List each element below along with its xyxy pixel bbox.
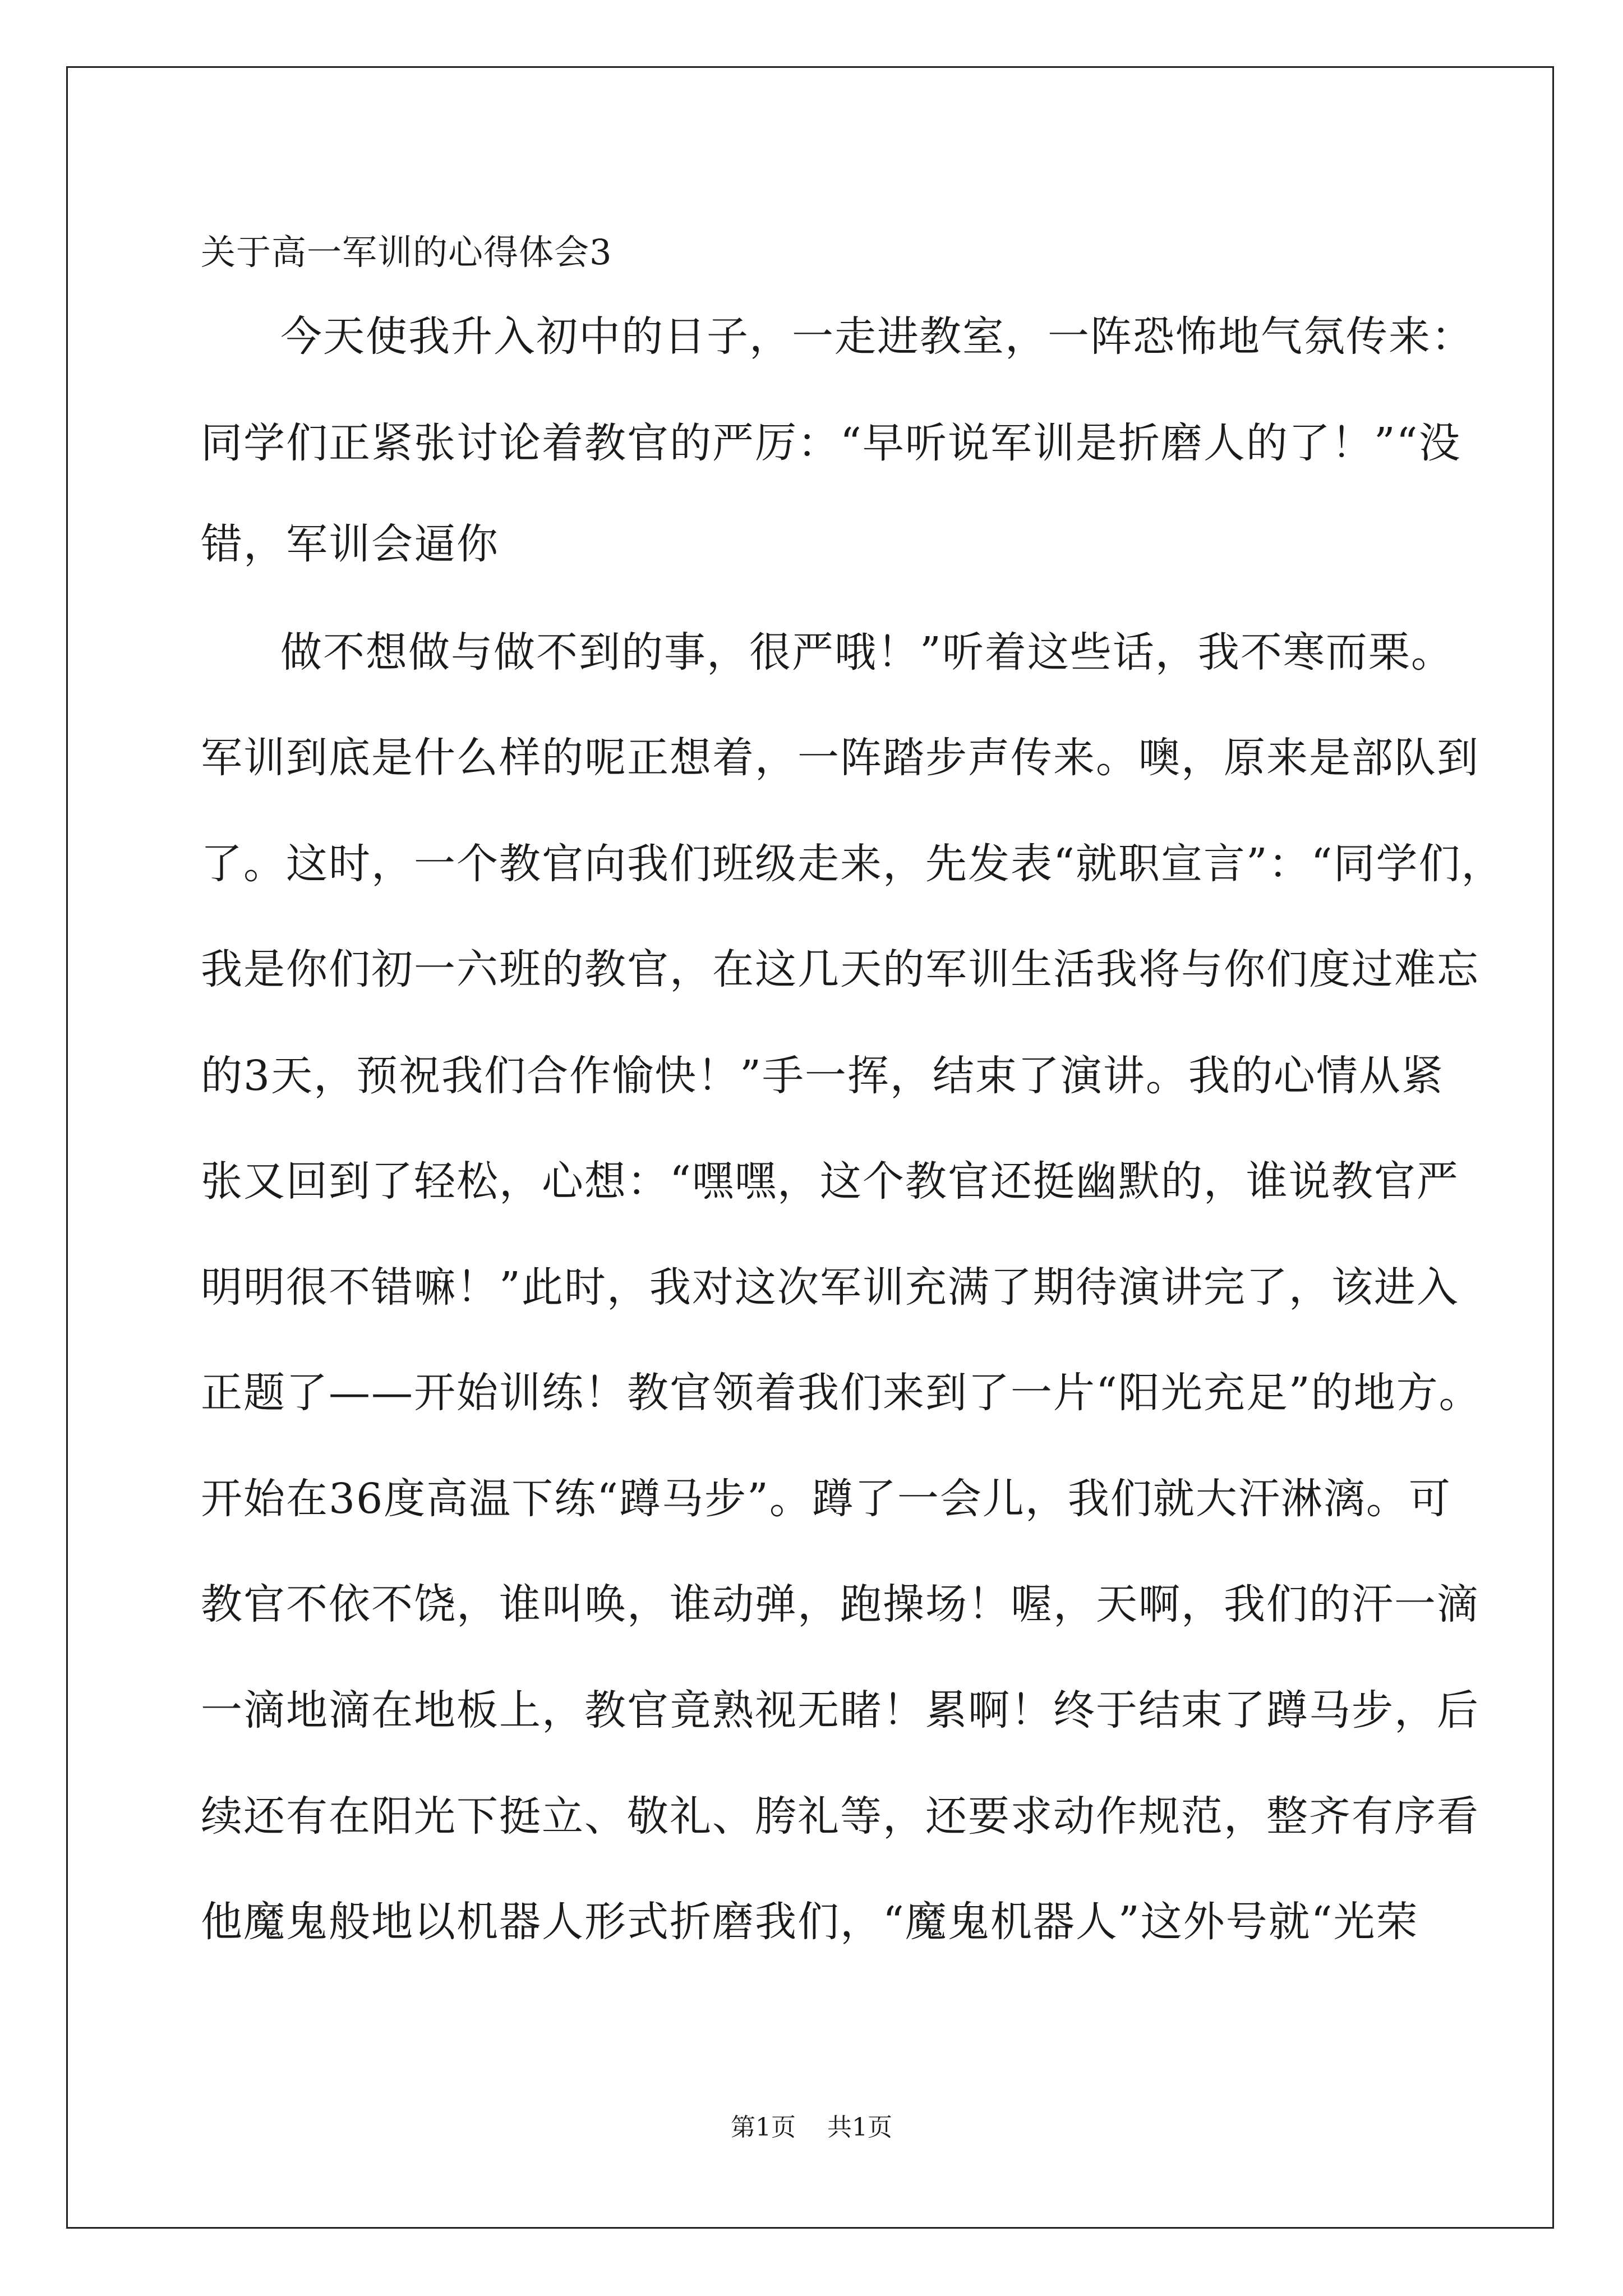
body-line: 了。这时，一个教官向我们班级走来，先发表“就职宣言”：“同学们， xyxy=(201,840,1504,888)
body-line: 明明很不错嘛！”此时，我对这次军训充满了期待演讲完了，该进入 xyxy=(201,1263,1459,1312)
page-footer xyxy=(0,2111,1623,2145)
body-line: 军训到底是什么样的呢正想着，一阵踏步声传来。噢，原来是部队到 xyxy=(201,734,1479,782)
body-line: 一滴地滴在地板上，教官竟熟视无睹！累啊！终于结束了蹲马步，后 xyxy=(201,1686,1479,1734)
body-line: 今天使我升入初中的日子，一走进教室，一阵恐怖地气氛传来： xyxy=(280,312,1474,361)
document-title: 关于高一军训的心得体会3 xyxy=(201,232,612,273)
body-line: 做不想做与做不到的事，很严哦！”听着这些话，我不寒而栗。 xyxy=(280,628,1454,677)
body-line: 他魔鬼般地以机器人形式折磨我们，“魔鬼机器人”这外号就“光荣 xyxy=(201,1898,1419,1946)
body-line: 张又回到了轻松，心想：“嘿嘿，这个教官还挺幽默的，谁说教官严 xyxy=(201,1157,1459,1205)
page-number-current: 第1页 xyxy=(731,2113,796,2142)
page-number-total: 共1页 xyxy=(827,2113,892,2142)
body-line: 教官不依不饶，谁叫唤，谁动弹，跑操场！喔，天啊，我们的汗一滴 xyxy=(201,1580,1479,1628)
body-line: 开始在36度高温下练“蹲马步”。蹲了一会儿，我们就大汗淋漓。可 xyxy=(201,1475,1451,1523)
body-line: 错，军训会逼你 xyxy=(201,520,499,568)
body-line: 的3天，预祝我们合作愉快！”手一挥，结束了演讲。我的心情从紧 xyxy=(201,1052,1444,1100)
body-line: 同学们正紧张讨论着教官的严厉：“早听说军训是折磨人的了！”“没 xyxy=(201,419,1461,467)
body-line: 正题了——开始训练！教官领着我们来到了一片“阳光充足”的地方。 xyxy=(201,1369,1482,1417)
body-line: 我是你们初一六班的教官，在这几天的军训生活我将与你们度过难忘 xyxy=(201,945,1479,993)
body-line: 续还有在阳光下挺立、敬礼、胯礼等，还要求动作规范，整齐有序看 xyxy=(201,1792,1479,1841)
